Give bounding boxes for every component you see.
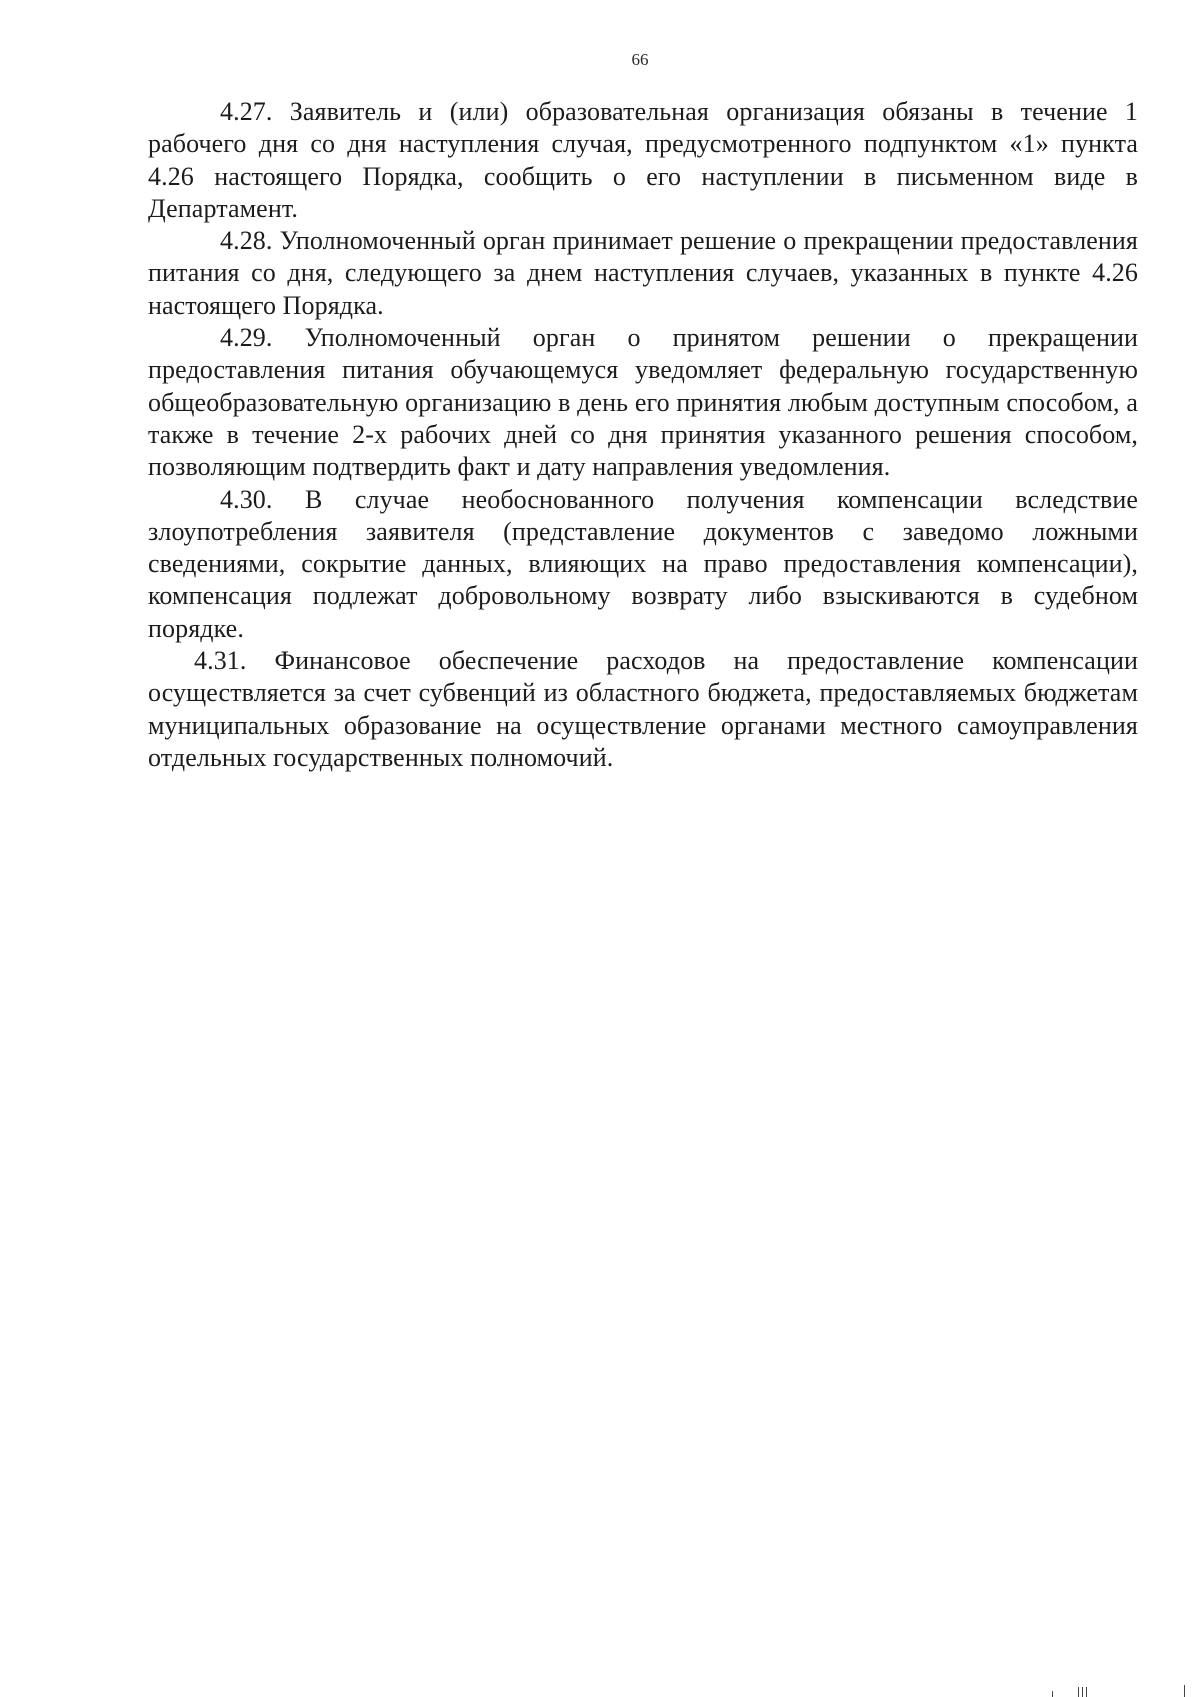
scan-mark bbox=[1184, 1685, 1185, 1697]
scan-mark bbox=[1078, 1687, 1079, 1697]
page-number: 66 bbox=[631, 50, 649, 69]
scan-mark bbox=[1052, 1691, 1053, 1697]
paragraph-4-28: 4.28. Уполномоченный орган принимает решение о прекращении предоставления питания со дня, следующего за днем наступления случаев, указанных в пункте 4.26 настоящего Порядка. bbox=[148, 226, 1138, 320]
paragraph-4-29: 4.29. Уполномоченный орган о принятом решении о прекращении предоставления питания обучающемуся уведомляет федеральную государственную общеобразовательную организацию в день его принятия любым доступным способом, а также в течение 2-х рабочих дней со дня принятия указанного решения способом, позволяющим подтвердить факт и дату направления уведомления. bbox=[148, 323, 1138, 482]
paragraph-4-27: 4.27. Заявитель и (или) образовательная организация обязаны в течение 1 рабочего дня со дня наступления случая, предусмотренного подпунктом «1» пункта 4.26 настоящего Порядка, сообщить о его наступлении в письменном виде в Департамент. bbox=[148, 97, 1138, 223]
scan-edge-marks bbox=[1034, 1685, 1194, 1697]
paragraph-4-31: 4.31. Финансовое обеспечение расходов на предоставление компенсации осуществляется за счет субвенций из областного бюджета, предоставляемых бюджетам муниципальных образование на осуществление органами местного самоуправления отдельных государственных полномочий. bbox=[148, 646, 1138, 772]
scan-mark bbox=[1082, 1687, 1083, 1697]
scan-mark bbox=[1086, 1687, 1087, 1697]
document-body bbox=[148, 96, 1138, 774]
paragraph-4-30: 4.30. В случае необоснованного получения компенсации вследствие злоупотребления заявителя (представление документов с заведомо ложными сведениями, сокрытие данных, влияющих на право предоставления компенсации), компенсация подлежат добровольному возврату либо взыскиваются в судебном порядке. bbox=[148, 484, 1138, 643]
